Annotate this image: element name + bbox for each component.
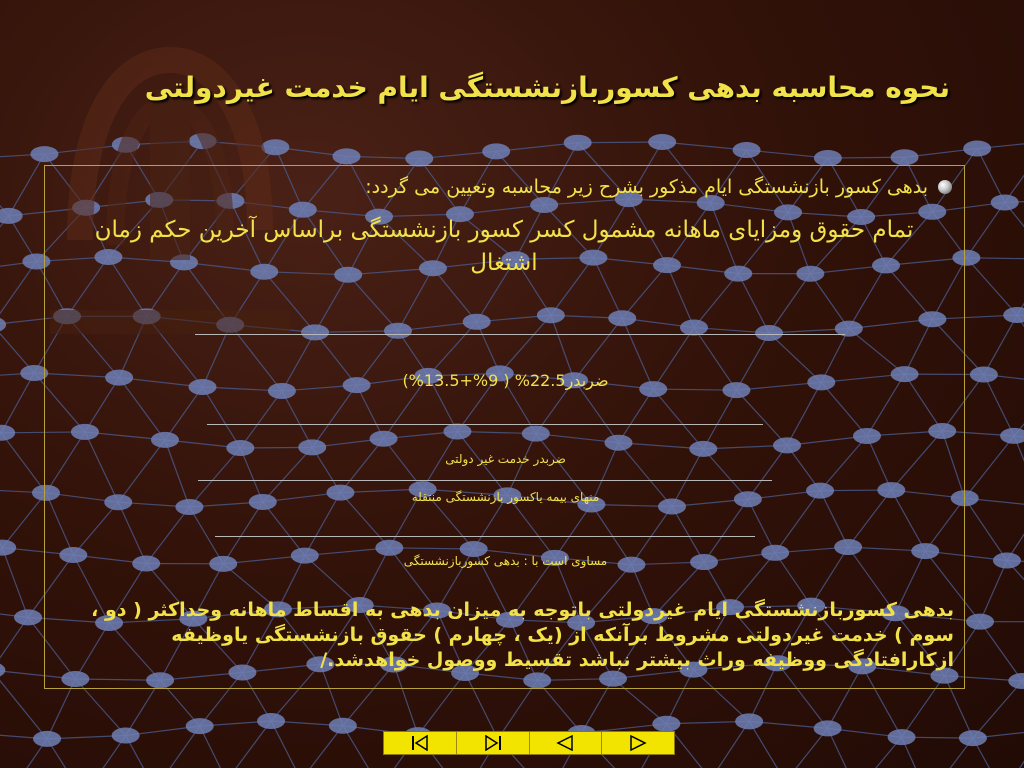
bullet-text: بدهی کسور بازنشستگی ایام مذکور بشرح زیر محاسبه وتعیین می گردد: <box>365 176 928 198</box>
first-slide-button[interactable] <box>384 732 457 754</box>
first-slide-icon <box>410 735 430 751</box>
salary-basis-text: تمام حقوق ومزایای ماهانه مشمول کسر کسور بازنشستگی براساس آخرین حکم زمان اشتغال <box>94 217 914 276</box>
divider-1 <box>195 334 845 335</box>
equals-debt-text: مساوی است با : بدهی کسوربازنشستگی <box>403 554 608 568</box>
installment-paragraph: بدهی کسوربازنشستگی ایام غیردولتی باتوجه به میزان بدهی به اقساط ماهانه وحداکثر ( دو ، سوم ) خدمت غیردولتی مشروط برآنکه از (یک ، چهارم ) حقوق بازنشستگی یاوظیفه ازکارافتادگی ووظیفه وراث بیشتر نباشد تقسیط ووصول خواهدشد./ <box>91 599 954 671</box>
last-slide-button[interactable] <box>457 732 530 754</box>
bullet-item <box>82 174 952 200</box>
divider-4 <box>215 536 755 537</box>
slide-title: نحوه محاسبه بدهی کسوربازنشستگی ایام خدمت غیردولتی <box>144 71 950 104</box>
previous-slide-button[interactable] <box>530 732 603 754</box>
next-slide-icon <box>628 735 648 751</box>
slide-navigation-bar <box>383 731 675 755</box>
content-frame <box>44 165 965 689</box>
last-slide-icon <box>483 735 503 751</box>
multiply-service-text: ضربدر خدمت غیر دولتی <box>445 452 566 466</box>
divider-3 <box>198 480 772 481</box>
formula-text: ضربدر22.5% ( 9%+13.5%) <box>402 371 609 390</box>
bullet-icon <box>938 180 952 194</box>
minus-insurance-text: منهای بیمه یاکسور بازنشستگی منتقله <box>411 490 600 504</box>
previous-slide-icon <box>555 735 575 751</box>
divider-2 <box>207 424 763 425</box>
next-slide-button[interactable] <box>602 732 674 754</box>
